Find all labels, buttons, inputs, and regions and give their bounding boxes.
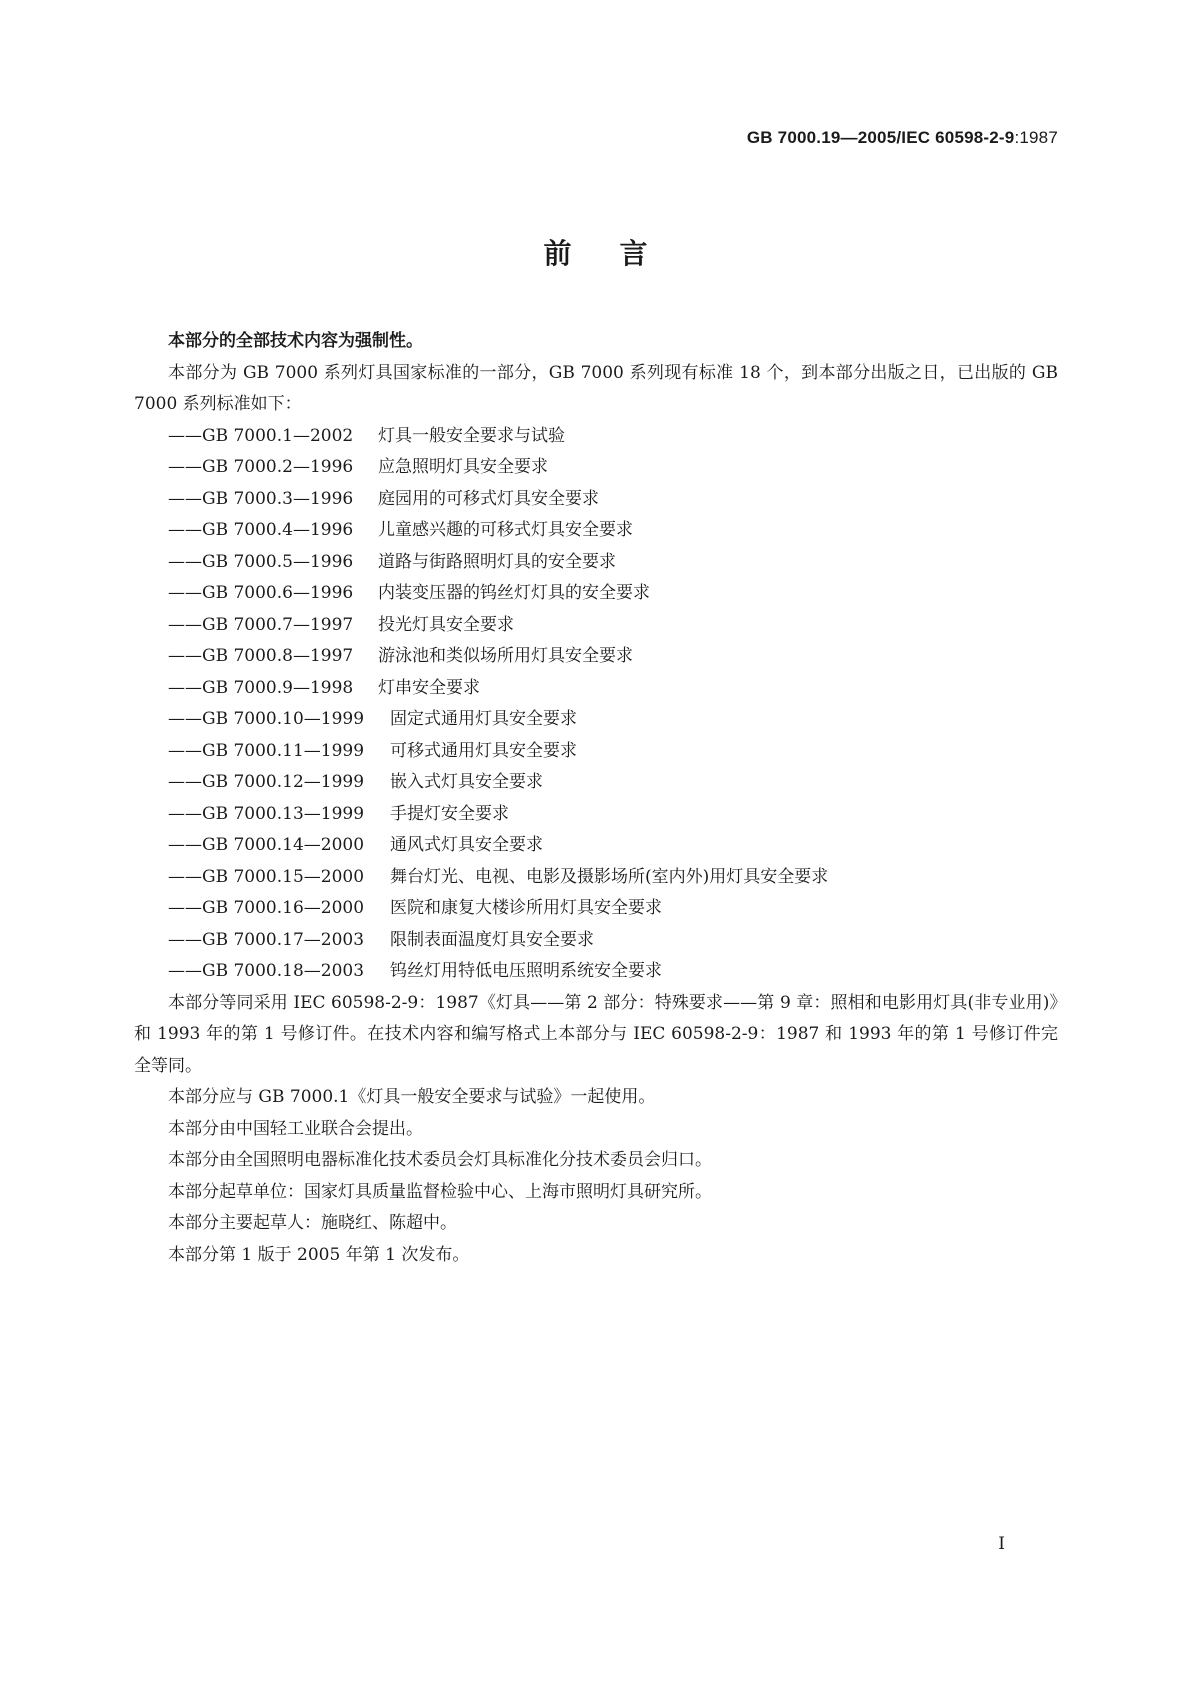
standard-title: 嵌入式灯具安全要求 — [390, 772, 543, 792]
foreword-body — [134, 326, 1058, 1271]
list-item — [134, 452, 1058, 484]
standard-title: 庭园用的可移式灯具安全要求 — [378, 488, 599, 509]
usage-paragraph: 本部分应与 GB 7000.1《灯具一般安全要求与试验》一起使用。 — [168, 1087, 656, 1107]
standard-title: 限制表面温度灯具安全要求 — [390, 929, 594, 950]
standard-number: ——GB 7000.9—1998 — [168, 677, 354, 698]
standard-title: 投光灯具安全要求 — [378, 614, 514, 635]
list-item — [134, 515, 1058, 547]
standard-title: 道路与街路照明灯具的安全要求 — [378, 551, 616, 572]
drafters-paragraph: 本部分主要起草人：施晓红、陈超中。 — [168, 1213, 457, 1233]
list-item — [134, 641, 1058, 673]
standard-number: ——GB 7000.4—1996 — [168, 520, 354, 540]
list-item — [134, 421, 1058, 453]
standard-title: 游泳池和类似场所用灯具安全要求 — [378, 646, 633, 666]
standard-code: GB 7000.19—2005/IEC 60598-2-9 — [746, 128, 1015, 147]
list-item — [134, 767, 1058, 799]
standard-number: ——GB 7000.16—2000 — [168, 898, 365, 918]
list-item — [134, 925, 1058, 957]
standard-number: ——GB 7000.6—1996 — [168, 583, 354, 603]
standard-title: 应急照明灯具安全要求 — [378, 457, 548, 477]
standard-title: 可移式通用灯具安全要求 — [390, 740, 577, 761]
standards-list — [134, 421, 1058, 988]
standard-number: ——GB 7000.17—2003 — [168, 929, 365, 950]
list-item — [134, 578, 1058, 610]
standard-number: ——GB 7000.14—2000 — [168, 835, 365, 855]
standard-number: ——GB 7000.18—2003 — [168, 961, 365, 981]
page-title: 前言 — [543, 237, 696, 270]
standard-number: ——GB 7000.12—1999 — [168, 772, 365, 792]
adoption-paragraph: 本部分等同采用 IEC 60598-2-9：1987《灯具——第 2 部分：特殊要求——第 9 章：照相和电影用灯具(非专业用)》和 1993 年的第 1 号修订件。在技术内容和编写格式上本部分与 IEC 60598-2-9：1987 和 1993 年的第 1 号修订件完全等同。 — [134, 992, 1058, 1076]
standard-code-year: :1987 — [1014, 128, 1058, 147]
proposer-paragraph: 本部分由中国轻工业联合会提出。 — [168, 1118, 423, 1139]
standard-title: 固定式通用灯具安全要求 — [390, 709, 577, 729]
list-item — [134, 799, 1058, 831]
standard-number: ——GB 7000.8—1997 — [168, 646, 354, 666]
standard-number: ——GB 7000.3—1996 — [168, 488, 354, 509]
list-item — [134, 956, 1058, 988]
list-item — [134, 673, 1058, 705]
standard-number: ——GB 7000.5—1996 — [168, 551, 354, 572]
mandatory-statement: 本部分的全部技术内容为强制性。 — [168, 331, 423, 351]
list-item — [134, 830, 1058, 862]
standard-number: ——GB 7000.7—1997 — [168, 614, 354, 635]
standard-title: 内装变压器的钨丝灯灯具的安全要求 — [378, 583, 650, 603]
standard-title: 通风式灯具安全要求 — [390, 835, 543, 855]
drafting-units-paragraph: 本部分起草单位：国家灯具质量监督检验中心、上海市照明灯具研究所。 — [168, 1181, 712, 1202]
standard-title: 手提灯安全要求 — [390, 803, 509, 824]
standard-code-header — [747, 128, 1058, 148]
standard-number: ——GB 7000.11—1999 — [168, 740, 365, 761]
list-item — [134, 484, 1058, 516]
standard-number: ——GB 7000.13—1999 — [168, 803, 365, 824]
list-item — [134, 610, 1058, 642]
series-intro-paragraph: 本部分为 GB 7000 系列灯具国家标准的一部分，GB 7000 系列现有标准 18 个，到本部分出版之日，已出版的 GB 7000 系列标准如下： — [134, 362, 1058, 414]
standard-number: ——GB 7000.2—1996 — [168, 457, 354, 477]
list-item — [134, 862, 1058, 894]
edition-paragraph: 本部分第 1 版于 2005 年第 1 次发布。 — [168, 1244, 470, 1265]
page-number: I — [998, 1534, 1005, 1554]
standard-number: ——GB 7000.15—2000 — [168, 866, 365, 887]
list-item — [134, 893, 1058, 925]
standard-title: 钨丝灯用特低电压照明系统安全要求 — [390, 961, 662, 981]
standard-number: ——GB 7000.1—2002 — [168, 425, 354, 446]
standard-title: 医院和康复大楼诊所用灯具安全要求 — [390, 898, 662, 918]
committee-paragraph: 本部分由全国照明电器标准化技术委员会灯具标准化分技术委员会归口。 — [168, 1150, 712, 1170]
list-item — [134, 547, 1058, 579]
list-item — [134, 736, 1058, 768]
standard-title: 灯具一般安全要求与试验 — [378, 425, 565, 446]
standard-number: ——GB 7000.10—1999 — [168, 709, 365, 729]
standard-title: 灯串安全要求 — [378, 677, 480, 698]
standard-title: 儿童感兴趣的可移式灯具安全要求 — [378, 520, 633, 540]
standard-title: 舞台灯光、电视、电影及摄影场所(室内外)用灯具安全要求 — [390, 866, 829, 887]
list-item — [134, 704, 1058, 736]
